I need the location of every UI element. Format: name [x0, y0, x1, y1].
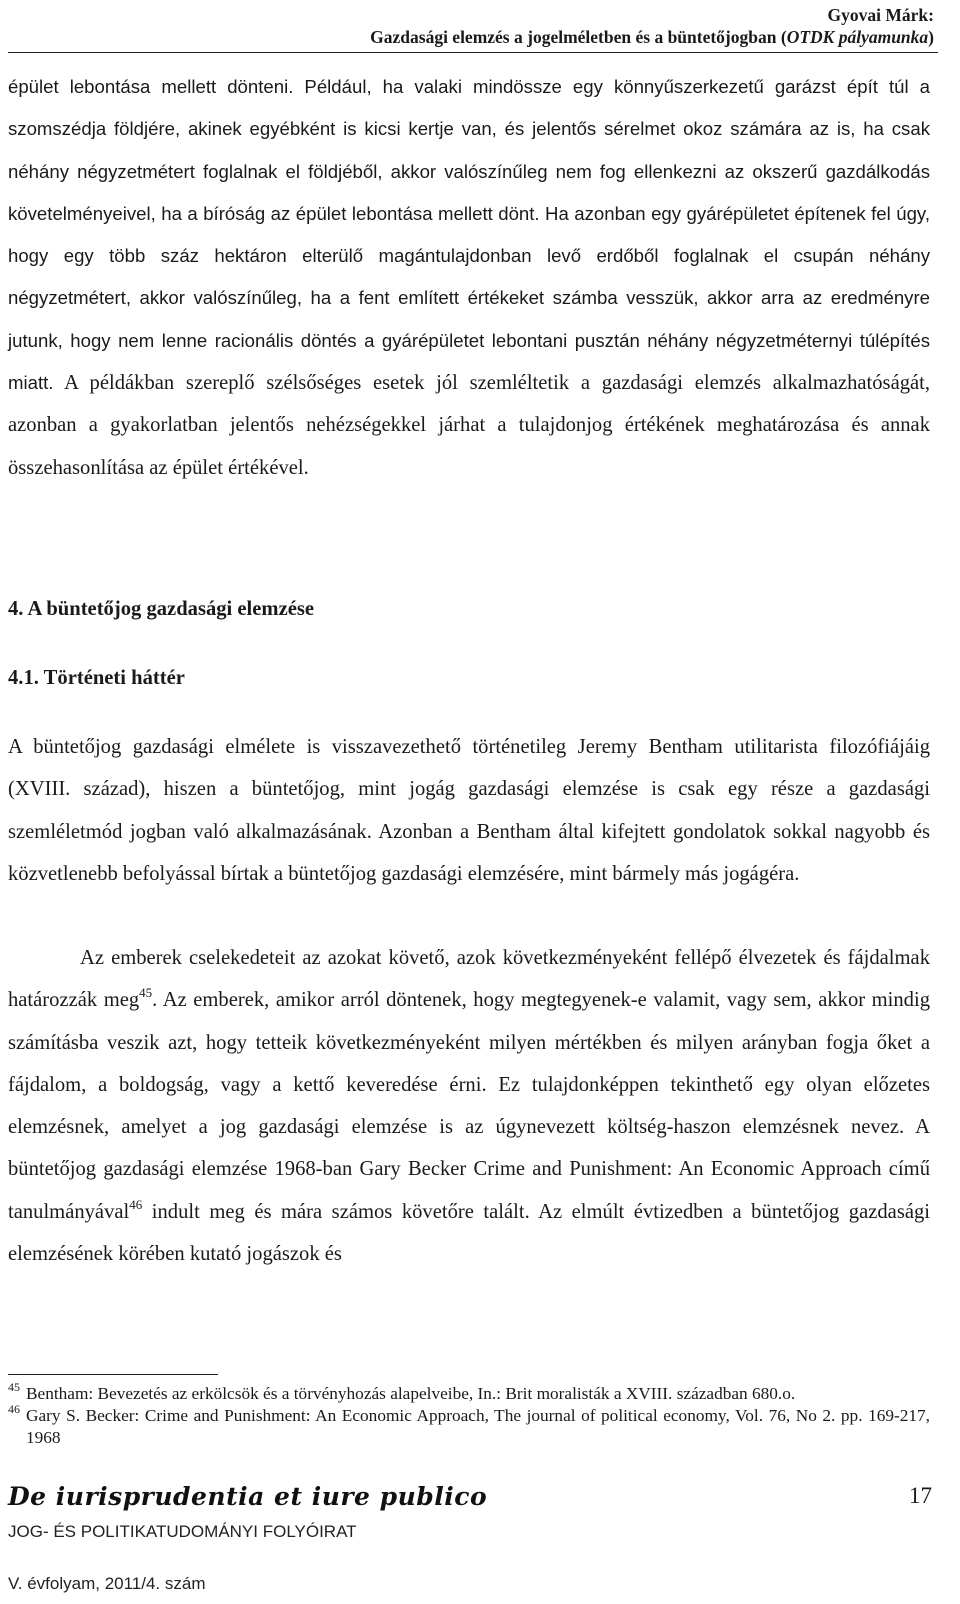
footnote-ref-45[interactable]: 45 [139, 985, 153, 1001]
footnote-number: 46 [8, 1402, 20, 1416]
intro-paragraph [8, 66, 930, 489]
footnote-ref-46[interactable]: 46 [129, 1196, 143, 1212]
intro-paragraph-serif: A példákban szereplő szélsőséges esetek jól szemléltetik a gazdasági elemzés alkalmazhatóságát, azonban a gyakorlatban jelentős nehézségekkel járhat a tulajdonjog értékének meghatározása és annak összehasonlítása az épület értékével. [8, 372, 931, 479]
paragraph-bentham-part-b: . Az emberek, amikor arról döntenek, hogy megtegyenek-e valamit, vagy sem, akkor mindig számításba veszik azt, hogy tetteik következményeként milyen mértékben és milyen arányban fogja őket a fájdalom, a boldogság, vagy a kettő keveredése érni. Ez tulajdonképpen tekinthető egy olyan előzetes elemzésnek, amelyet a jog gazdasági elemzése is az úgynevezett költség-haszon elemzésnek nevez. A büntetőjog gazdasági elemzése 1968-ban Gary Becker Crime and Punishment: An Economic Approach című tanulmányával [8, 989, 930, 1223]
header-author: Gyovai Márk: [827, 5, 934, 25]
footnote-45 [8, 1380, 930, 1405]
section-heading: 4. A büntetőjog gazdasági elemzése [8, 598, 315, 620]
footnote-text: Gary S. Becker: Crime and Punishment: An Economic Approach, The journal of political economy, Vol. 76, No 2. pp. 169-217, 1968 [26, 1406, 930, 1447]
page-number: 17 [909, 1483, 932, 1508]
header-title-main: Gazdasági elemzés a jogelméletben és a büntetőjogban ( [370, 27, 787, 47]
journal-logo: De iurisprudentia et iure publico [8, 1482, 488, 1511]
footnotes [8, 1380, 930, 1449]
footnote-separator [8, 1374, 218, 1375]
paragraph-history [8, 726, 930, 895]
paragraph-bentham-part-c: indult meg és mára számos követőre talált. Az elmúlt évtizedben a büntetőjog gazdasági elemzésének körében kutató jogászok és [8, 1200, 930, 1266]
header-title-close: ) [928, 27, 934, 47]
journal-name: JOG- ÉS POLITIKATUDOMÁNYI FOLYÓIRAT [8, 1522, 357, 1541]
journal-issue: V. évfolyam, 2011/4. szám [8, 1574, 206, 1593]
running-header [370, 4, 934, 48]
footnote-text: Bentham: Bevezetés az erkölcsök és a törvényhozás alapelveibe, In.: Brit moralisták a XVIII. században 680.o. [26, 1384, 796, 1403]
paragraph-bentham [8, 937, 930, 1275]
footnote-number: 45 [8, 1380, 20, 1394]
header-title [370, 26, 934, 48]
paragraph-bentham-part-a: Az emberek cselekedeteit az azokat követő, azok következményeként fellépő élvezetek és fájdalmak határozzák meg [8, 947, 930, 1012]
footnote-46 [8, 1402, 930, 1449]
paragraph-history-text: A büntetőjog gazdasági elmélete is visszavezethető történetileg Jeremy Bentham utilitarista filozófiájáig (XVIII. század), hiszen a büntetőjog, mint jogág gazdasági elemzése is csak egy része a gazdasági szemléletmód jogban való alkalmazásának. Azonban a Bentham által kifejtett gondolatok sokkal nagyobb és közvetlenebb befolyással bírtak a büntetőjog gazdasági elemzésére, mint bármely más jogágéra. [8, 736, 930, 885]
header-rule [8, 52, 938, 53]
header-title-tag: OTDK pályamunka [786, 27, 929, 47]
intro-paragraph-sans: épület lebontása mellett dönteni. Például, ha valaki mindössze egy könnyűszerkezetű garázst épít túl a szomszédja földjére, akinek egyébként is kicsi kertje van, és jelentős sérelmet okoz számára az is, ha csak néhány négyzetmétert foglalnak el földjéből, akkor valószínűleg nem fog ellenkezni az okszerű gazdálkodás követelményeivel, ha a bíróság az épület lebontása mellett dönt. Ha azonban egy gyárépületet építenek fel úgy, hogy egy több száz hektáron elterülő magántulajdonban levő erdőből foglalnak el csupán néhány négyzetmétert, akkor valószínűleg, ha a fent említett értékeket számba vesszük, akkor arra az eredményre jutunk, hogy nem lenne racionális döntés a gyárépületet lebontani pusztán néhány négyzetméternyi túlépítés miatt. [8, 76, 930, 394]
subsection-heading: 4.1. Történeti háttér [8, 667, 185, 689]
